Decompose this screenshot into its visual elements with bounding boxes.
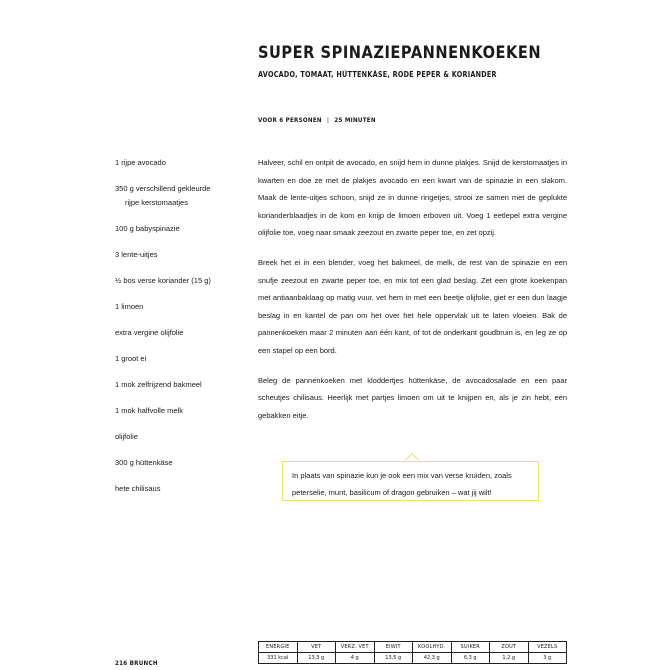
ingredient-text: 3 lente-uitjes xyxy=(115,250,158,259)
ingredient-item xyxy=(115,430,240,444)
ingredient-item xyxy=(115,156,240,170)
method-step: Beleg de pannenkoeken met kloddertjes hüttenkäse, de avocadosalade en een paar scheutjes chilisaus. Heerlijk met partjes limoen om uit te knijpen en, als je zin hebt, een gebakken eitje. xyxy=(258,375,567,420)
ingredient-item xyxy=(115,352,240,366)
nutrition-value-row xyxy=(259,653,567,664)
servings: VOOR 6 PERSONEN xyxy=(258,116,322,124)
ingredient-item xyxy=(115,482,240,496)
ingredient-text: 300 g hüttenkäse xyxy=(115,458,173,467)
ingredient-item xyxy=(115,300,240,314)
ingredient-text: 1 mok halfvolle melk xyxy=(115,406,183,415)
ingredient-item xyxy=(115,182,240,210)
nutrition-header: SUIKER xyxy=(451,642,490,653)
recipe-meta xyxy=(258,116,376,124)
ingredient-item xyxy=(115,404,240,418)
nutrition-table xyxy=(258,641,567,664)
nutrition-value: 331 kcal xyxy=(259,653,298,664)
method-step: Breek het ei in een blender, voeg het bakmeel, de melk, de rest van de spinazie en een snufje zeezout en zwarte peper toe, en mix tot een glad beslag. Zet een grote koekenpan met antiaanbaklaag op matig vuur, vet hem in met een beetje olijfolie, giet er een dun laagje beslag in en kantel de pan om het over het hele oppervlak uit te laten vloeien. Bak de pannenkoeken maar 2 minuten aan één kant, of tot de onderkant goudbruin is, en leg ze op een stapel op een bord. xyxy=(258,257,567,355)
nutrition-value: 13,5 g xyxy=(374,653,413,664)
nutrition-header: VET xyxy=(297,642,336,653)
nutrition-value: 13,3 g xyxy=(297,653,336,664)
tip-text: In plaats van spinazie kun je ook een mix van verse kruiden, zoals peterselie, munt, basilicum of dragon gebruiken – wat jij wilt! xyxy=(292,471,512,497)
tip-callout xyxy=(282,461,539,501)
ingredient-item xyxy=(115,222,240,236)
ingredient-text: 1 limoen xyxy=(115,302,144,311)
ingredient-item xyxy=(115,248,240,262)
ingredient-item xyxy=(115,274,240,288)
ingredient-text: ½ bos verse koriander (15 g) xyxy=(115,276,211,285)
nutrition-value: 6,3 g xyxy=(451,653,490,664)
meta-separator: | xyxy=(327,116,330,124)
ingredient-list xyxy=(115,156,240,508)
page-footer xyxy=(115,659,158,667)
ingredient-text-continued: rijpe kerstomaatjes xyxy=(125,198,188,207)
recipe-subtitle: AVOCADO, TOMAAT, HÜTTENKÄSE, RODE PEPER & KORIANDER xyxy=(258,70,497,79)
nutrition-value: 4 g xyxy=(336,653,375,664)
ingredient-text: 1 rijpe avocado xyxy=(115,158,166,167)
nutrition-header: ZOUT xyxy=(490,642,529,653)
nutrition-header: ENERGIE xyxy=(259,642,298,653)
ingredient-text: 350 g verschillend gekleurde xyxy=(115,184,211,193)
method-text xyxy=(258,154,567,436)
ingredient-item xyxy=(115,456,240,470)
ingredient-text: hete chilisaus xyxy=(115,484,161,493)
nutrition-value: 42,3 g xyxy=(413,653,452,664)
ingredient-text: extra vergine olijfolie xyxy=(115,328,184,337)
ingredient-text: 1 mok zelfrijzend bakmeel xyxy=(115,380,202,389)
nutrition-header: EIWIT xyxy=(374,642,413,653)
section-name: BRUNCH xyxy=(129,659,158,667)
nutrition-value: 1,2 g xyxy=(490,653,529,664)
nutrition-header: VEZELS xyxy=(528,642,567,653)
nutrition-header: VERZ. VET xyxy=(336,642,375,653)
ingredient-text: 1 groot ei xyxy=(115,354,147,363)
nutrition-header: KOOLHYD. xyxy=(413,642,452,653)
ingredient-item xyxy=(115,326,240,340)
ingredient-text: 100 g babyspinazie xyxy=(115,224,180,233)
method-step: Halveer, schil en ontpit de avocado, en snijd hem in dunne plakjes. Snijd de kerstomaatjes in kwarten en doe ze met de plakjes avocado en een kwart van de spinazie in een slakom. Maak de lente-uitjes schoon, snijd ze in dunne ringetjes, strooi ze samen met de geplukte korianderblaadjes in de kom en knijp de limoen erboven uit. Voeg 1 eetlepel extra vergine olijfolie toe, voeg naar smaak zeezout en zwarte peper toe, en zet opzij. xyxy=(258,158,567,238)
page-number: 216 xyxy=(115,659,128,667)
nutrition-header-row xyxy=(259,642,567,653)
ingredient-item xyxy=(115,378,240,392)
recipe-title: SUPER SPINAZIEPANNENKOEKEN xyxy=(258,43,542,63)
nutrition-value: 3 g xyxy=(528,653,567,664)
ingredient-text: olijfolie xyxy=(115,432,138,441)
prep-time: 25 MINUTEN xyxy=(334,116,376,124)
